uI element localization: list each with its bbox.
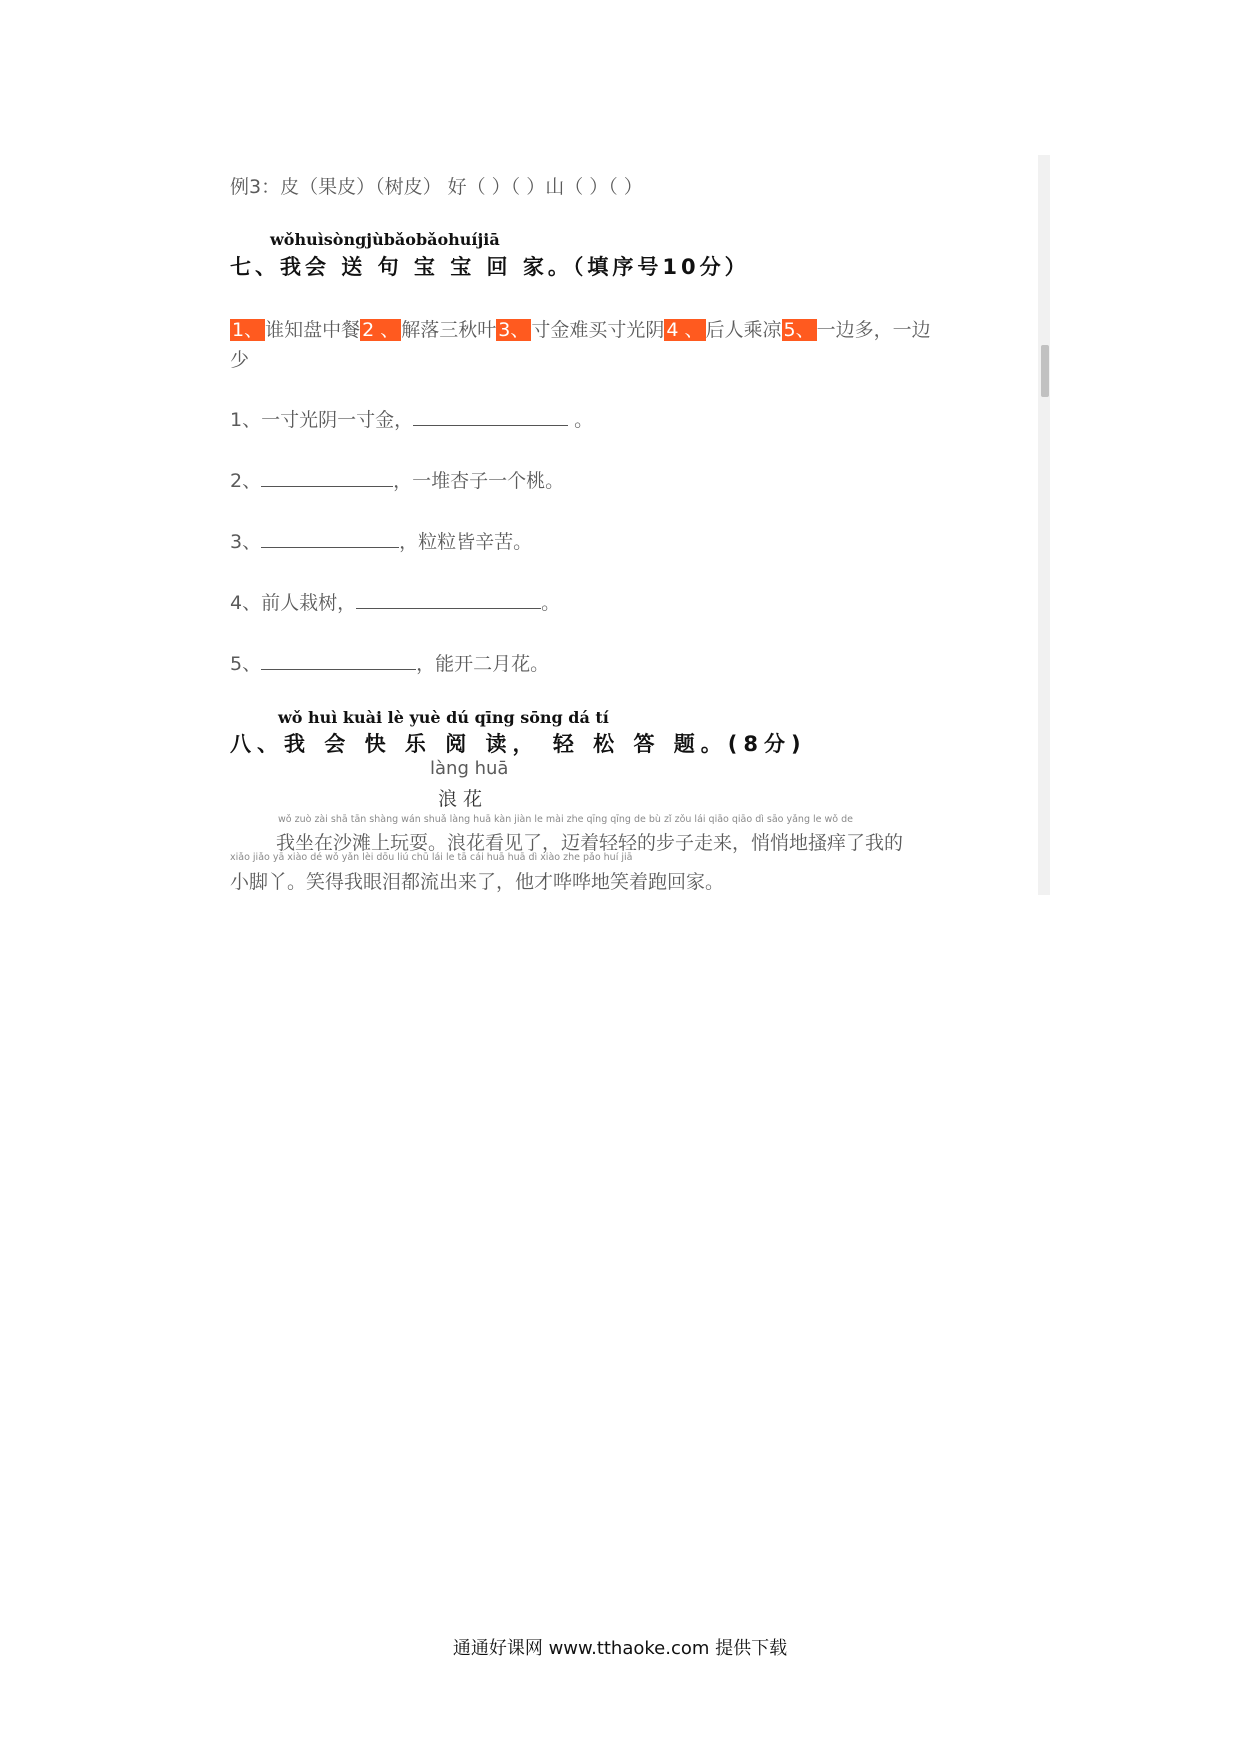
- option-5-text: 一边多，一边: [816, 319, 931, 341]
- question-5-blank[interactable]: [261, 653, 416, 670]
- question-5-prefix: 5、: [230, 653, 262, 675]
- question-5-suffix: ，能开二月花。: [416, 653, 550, 675]
- example-text: 皮（果皮）（树皮） 好（ ）（ ）山（ ）（ ）: [280, 176, 643, 198]
- section8-pinyin: wǒ huì kuài lè yuè dú qīng sōng dá tí: [278, 708, 609, 727]
- story-title-pinyin: làng huā: [430, 758, 509, 779]
- question-3: [230, 527, 532, 554]
- question-4-blank[interactable]: [356, 592, 541, 609]
- story-line1: 我坐在沙滩上玩耍。浪花看见了，迈着轻轻的步子走来，悄悄地搔痒了我的: [276, 832, 904, 854]
- question-3-suffix: ，粒粒皆辛苦。: [399, 531, 533, 553]
- section8-title: 八、我 会 快 乐 阅 读， 轻 松 答 题。(8分): [230, 732, 807, 756]
- story-line1-pinyin: wǒ zuò zài shā tān shàng wán shuǎ làng huā kàn jiàn le mài zhe qīng qīng de bù zǐ zǒu lái qiāo qiāo dì sāo yǎng le wǒ de: [278, 814, 853, 825]
- example-label: 例3：: [230, 176, 281, 198]
- section7-pinyin: wǒhuìsòngjùbǎobǎohuíjiā: [270, 230, 500, 249]
- question-1-suffix: 。: [568, 409, 594, 431]
- question-4-prefix: 4、前人栽树，: [230, 592, 357, 614]
- footer-credit: 通通好课网 www.tthaoke.com 提供下载: [452, 1638, 788, 1659]
- question-4: [230, 588, 560, 615]
- option-2-number: 2 、: [362, 319, 400, 341]
- scrollbar-track[interactable]: [1038, 155, 1050, 895]
- story-line2: 小脚丫。笑得我眼泪都流出来了，他才哗哗地笑着跑回家。: [230, 871, 725, 893]
- option-4-text: 后人乘凉: [705, 319, 782, 341]
- option-4-number: 4 、: [666, 319, 704, 341]
- question-3-prefix: 3、: [230, 531, 262, 553]
- question-2-suffix: ，一堆杏子一个桃。: [393, 470, 565, 492]
- question-1-blank[interactable]: [413, 409, 568, 426]
- question-4-suffix: 。: [541, 592, 561, 614]
- story-line2-pinyin: xiǎo jiǎo yā xiào dé wǒ yǎn lèi dōu liú chū lái le tā cái huā huā dì xiào zhe pǎo huí jiā: [230, 852, 633, 863]
- question-2-prefix: 2、: [230, 470, 262, 492]
- question-1-prefix: 1、一寸光阴一寸金，: [230, 409, 414, 431]
- question-5: [230, 649, 549, 676]
- question-3-blank[interactable]: [261, 531, 399, 548]
- option-3-number: 3、: [498, 319, 530, 341]
- example-line: [230, 172, 643, 199]
- option-5-number: 5、: [783, 319, 815, 341]
- option-1-text: 谁知盘中餐: [265, 319, 361, 341]
- option-2-text: 解落三秋叶: [401, 319, 497, 341]
- question-1: [230, 405, 593, 432]
- option-1-number: 1、: [232, 319, 264, 341]
- question-2-blank[interactable]: [261, 470, 393, 487]
- option-3-text: 寸金难买寸光阴: [531, 319, 665, 341]
- story-title: 浪 花: [438, 788, 483, 810]
- section7-options: [230, 315, 931, 342]
- question-2: [230, 466, 564, 493]
- scrollbar-thumb[interactable]: [1041, 345, 1049, 397]
- section7-title: 七、我会 送 句 宝 宝 回 家。（填序号10分）: [230, 255, 750, 279]
- section7-options-wrap: 少: [230, 349, 250, 371]
